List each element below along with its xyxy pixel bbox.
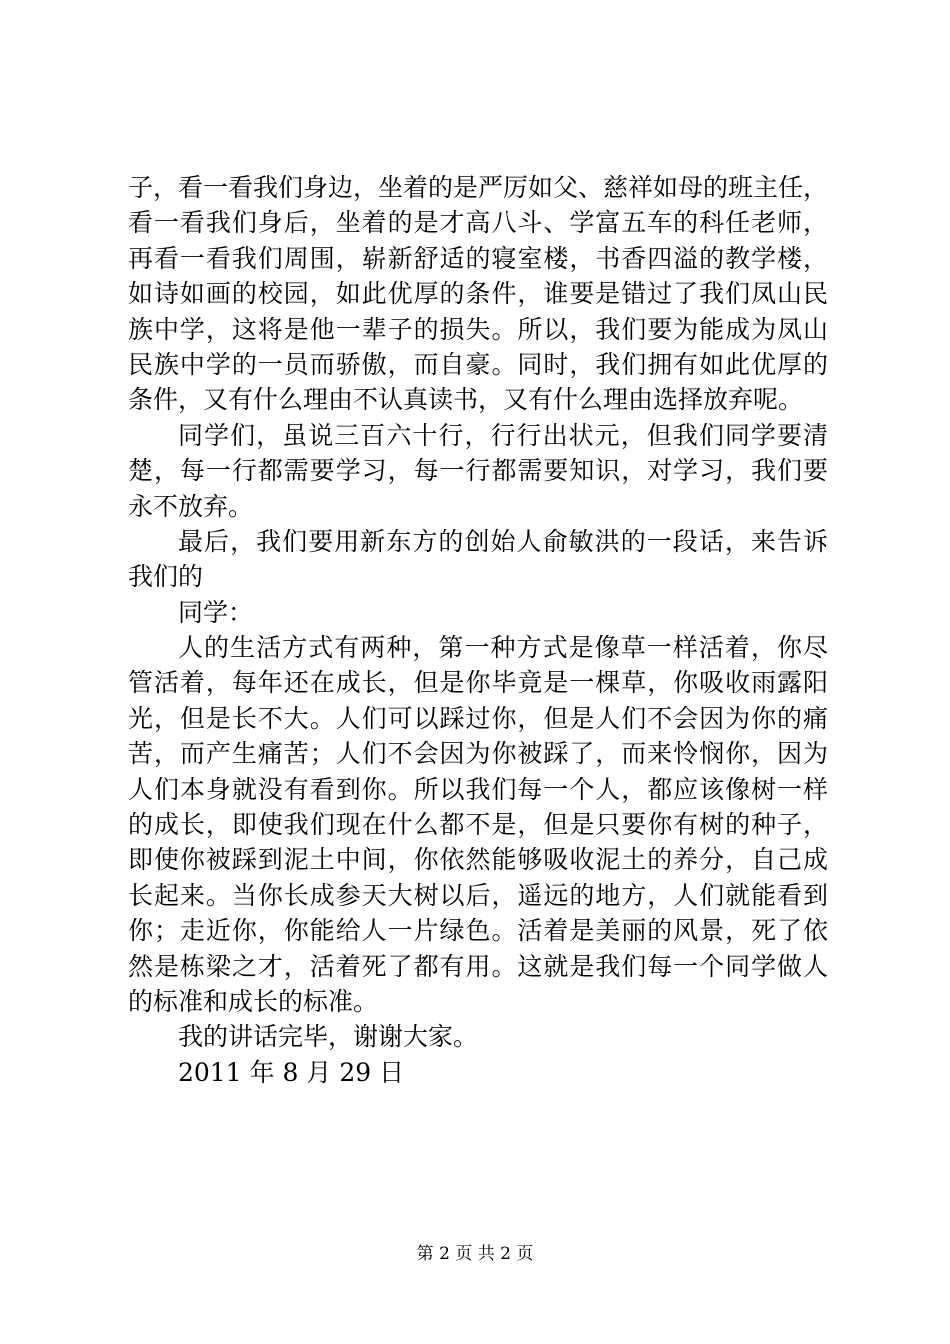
page-footer: 第 2 页 共 2 页 xyxy=(416,1244,534,1264)
text-line: 楚，每一行都需要学习，每一行都需要知识，对学习，我们要 xyxy=(128,456,828,486)
text-line: 的标准和成长的标准。 xyxy=(128,986,379,1016)
text-line: 再看一看我们周围，崭新舒适的寝室楼，书香四溢的教学楼， xyxy=(128,243,828,273)
text-line: 长起来。当你长成参天大树以后，遥远的地方，人们就能看到 xyxy=(128,880,828,910)
text-line: 我们的 xyxy=(128,562,204,592)
text-line: 条件，又有什么理由不认真读书，又有什么理由选择放弃呢。 xyxy=(128,385,804,415)
text-line: 2011 年 8 月 29 日 xyxy=(178,1057,405,1087)
text-line: 即使你被踩到泥土中间，你依然能够吸收泥土的养分，自己成 xyxy=(128,845,828,875)
text-line: 子，看一看我们身边，坐着的是严厉如父、慈祥如母的班主任， xyxy=(128,173,828,202)
text-line: 民族中学的一员而骄傲，而自豪。同时，我们拥有如此优厚的 xyxy=(128,349,828,379)
text-line: 光，但是长不大。人们可以踩过你，但是人们不会因为你的痛 xyxy=(128,703,828,733)
text-line: 如诗如画的校园，如此优厚的条件，谁要是错过了我们凤山民 xyxy=(128,279,828,309)
text-line: 的成长，即使我们现在什么都不是，但是只要你有树的种子， xyxy=(128,810,828,840)
text-line: 看一看我们身后，坐着的是才高八斗、学富五车的科任老师， xyxy=(128,208,828,238)
text-line: 族中学，这将是他一辈子的损失。所以，我们要为能成为凤山 xyxy=(128,314,828,344)
text-line: 人的生活方式有两种，第一种方式是像草一样活着，你尽 xyxy=(178,633,828,663)
text-line: 然是栋梁之才，活着死了都有用。这就是我们每一个同学做人 xyxy=(128,951,828,981)
text-line: 你；走近你，你能给人一片绿色。活着是美丽的风景，死了依 xyxy=(128,916,828,946)
body-text xyxy=(128,170,828,1090)
text-line: 我的讲话完毕，谢谢大家。 xyxy=(178,1022,479,1052)
text-line: 最后，我们要用新东方的创始人俞敏洪的一段话，来告诉 xyxy=(178,526,828,556)
text-line: 同学们，虽说三百六十行，行行出状元，但我们同学要清 xyxy=(178,420,828,450)
text-line: 永不放弃。 xyxy=(128,491,254,521)
text-line: 同学： xyxy=(178,597,254,627)
text-line: 管活着，每年还在成长，但是你毕竟是一棵草，你吸收雨露阳 xyxy=(128,668,828,698)
text-line: 苦，而产生痛苦；人们不会因为你被踩了，而来怜悯你，因为 xyxy=(128,739,828,769)
text-line: 人们本身就没有看到你。所以我们每一个人，都应该像树一样 xyxy=(128,774,828,804)
